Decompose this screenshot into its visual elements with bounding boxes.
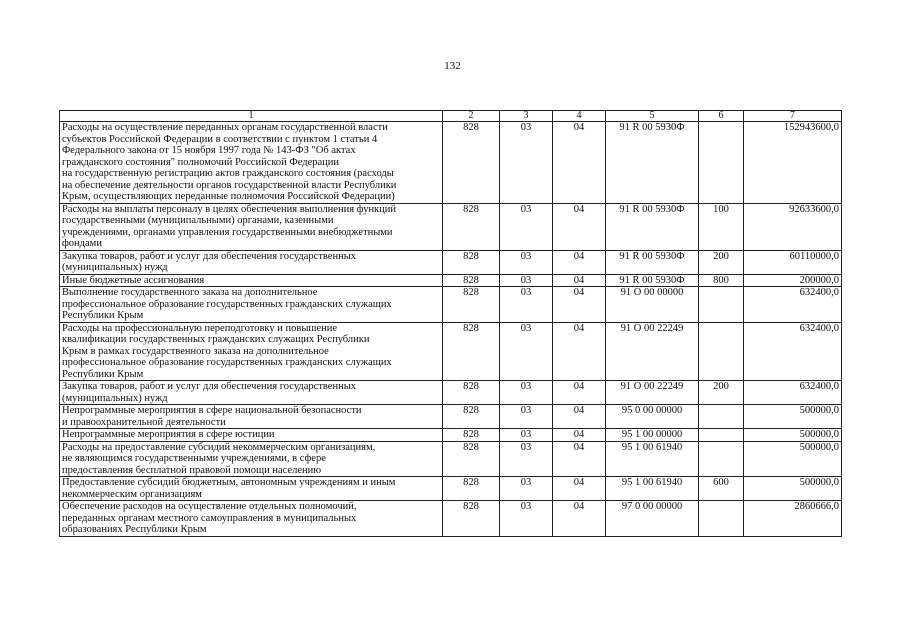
column-header-1: 1 [60, 111, 443, 122]
amount-cell: 152943600,0 [744, 122, 842, 204]
page-number: 132 [444, 60, 461, 72]
ministry-code-cell: 828 [443, 274, 500, 287]
description-line: профессиональное образование государственных гражданских служащих [62, 357, 392, 368]
description-line: предоставления бесплатной правовой помощи населению [62, 464, 322, 476]
section-code-cell: 03 [500, 122, 553, 204]
description-line: (муниципальных) нужд [62, 392, 168, 404]
description-line: (муниципальных) нужд [62, 262, 168, 273]
row-description [60, 477, 443, 501]
description-line: профессиональное образование государственных гражданских служащих [62, 298, 392, 310]
subsection-code-cell: 04 [553, 477, 606, 501]
amount-cell: 500000,0 [744, 477, 842, 501]
subsection-code-cell: 04 [553, 501, 606, 537]
row-description [60, 250, 443, 274]
subsection-code-cell: 04 [553, 405, 606, 429]
amount-cell: 632400,0 [744, 381, 842, 405]
expense-type-cell [699, 287, 744, 323]
description-line: Республики Крым [62, 368, 144, 380]
section-code-cell: 03 [500, 250, 553, 274]
description-line: Выполнение государственного заказа на дополнительное [62, 287, 318, 298]
target-article-cell: 91 R 00 5930Ф [606, 122, 699, 204]
budget-table [59, 110, 842, 537]
ministry-code-cell: 828 [443, 501, 500, 537]
ministry-code-cell: 828 [443, 405, 500, 429]
description-line: на государственную регистрацию актов гражданского состояния (расходы [62, 168, 394, 179]
description-line: Предоставление субсидий бюджетным, автономным учреждениям и иным [62, 477, 396, 488]
subsection-code-cell: 04 [553, 287, 606, 323]
row-description [60, 287, 443, 323]
subsection-code-cell: 04 [553, 274, 606, 287]
description-line: Крым, осуществляющих переданные полномочия Российской Федерации) [62, 191, 395, 202]
expense-type-cell [699, 405, 744, 429]
section-code-cell: 03 [500, 441, 553, 477]
description-line: Федерального закона от 15 ноября 1997 года № 143-ФЗ "Об актах [62, 145, 356, 156]
target-article-cell: 97 0 00 00000 [606, 501, 699, 537]
table-row [60, 250, 842, 274]
subsection-code-cell: 04 [553, 429, 606, 442]
table-row [60, 477, 842, 501]
row-description [60, 501, 443, 537]
section-code-cell: 03 [500, 429, 553, 442]
column-header-5: 5 [606, 111, 699, 122]
description-line: учреждениями, органами управления государственными внебюджетными [62, 226, 393, 238]
table-row [60, 405, 842, 429]
amount-cell: 2860666,0 [744, 501, 842, 537]
subsection-code-cell: 04 [553, 322, 606, 381]
description-line: не являющимся государственными учреждениями, в сфере [62, 453, 326, 464]
column-header-2: 2 [443, 111, 500, 122]
target-article-cell: 91 О 00 00000 [606, 287, 699, 323]
ministry-code-cell: 828 [443, 441, 500, 477]
table-row [60, 274, 842, 287]
expense-type-cell [699, 429, 744, 442]
row-description [60, 381, 443, 405]
description-line: Закупка товаров, работ и услуг для обеспечения государственных [62, 381, 357, 392]
ministry-code-cell: 828 [443, 250, 500, 274]
expense-type-cell [699, 322, 744, 381]
amount-cell: 632400,0 [744, 287, 842, 323]
amount-cell: 500000,0 [744, 441, 842, 477]
description-line: и правоохранительной деятельности [62, 416, 226, 428]
expense-type-cell: 200 [699, 381, 744, 405]
row-description [60, 405, 443, 429]
expense-type-cell [699, 122, 744, 204]
subsection-code-cell: 04 [553, 381, 606, 405]
amount-cell: 632400,0 [744, 322, 842, 381]
description-line: на обеспечение деятельности органов государственной власти Республики [62, 179, 397, 191]
table-row [60, 287, 842, 323]
row-description [60, 429, 443, 442]
ministry-code-cell: 828 [443, 429, 500, 442]
description-line: Обеспечение расходов на осуществление отдельных полномочий, [62, 501, 357, 512]
description-line: Закупка товаров, работ и услуг для обеспечения государственных [62, 250, 357, 262]
description-line: субъектов Российской Федерации в соответствии с пунктом 1 статьи 4 [62, 133, 378, 145]
ministry-code-cell: 828 [443, 477, 500, 501]
section-code-cell: 03 [500, 381, 553, 405]
target-article-cell: 95 0 00 00000 [606, 405, 699, 429]
row-description [60, 441, 443, 477]
section-code-cell: 03 [500, 274, 553, 287]
target-article-cell: 95 1 00 61940 [606, 441, 699, 477]
description-line: некоммерческим организациям [62, 488, 202, 500]
expense-type-cell [699, 501, 744, 537]
description-line: Республики Крым [62, 310, 144, 321]
description-line: Непрограммные мероприятия в сфере национальной безопасности [62, 405, 362, 416]
column-header-7: 7 [744, 111, 842, 122]
section-code-cell: 03 [500, 501, 553, 537]
target-article-cell: 95 1 00 00000 [606, 429, 699, 442]
table-header-row [60, 111, 842, 122]
table-row [60, 381, 842, 405]
column-header-6: 6 [699, 111, 744, 122]
description-line: фондами [62, 238, 102, 249]
amount-cell: 60110000,0 [744, 250, 842, 274]
description-line: Непрограммные мероприятия в сфере юстиции [62, 429, 275, 440]
target-article-cell: 91 R 00 5930Ф [606, 203, 699, 250]
subsection-code-cell: 04 [553, 250, 606, 274]
section-code-cell: 03 [500, 322, 553, 381]
table-row [60, 322, 842, 381]
ministry-code-cell: 828 [443, 203, 500, 250]
description-line: Расходы на выплаты персоналу в целях обеспечения выполнения функций [62, 203, 397, 215]
column-header-4: 4 [553, 111, 606, 122]
amount-cell: 500000,0 [744, 429, 842, 442]
subsection-code-cell: 04 [553, 203, 606, 250]
description-line: Расходы на осуществление переданных органам государственной власти [62, 122, 388, 133]
target-article-cell: 95 1 00 61940 [606, 477, 699, 501]
section-code-cell: 03 [500, 287, 553, 323]
column-header-3: 3 [500, 111, 553, 122]
amount-cell: 500000,0 [744, 405, 842, 429]
description-line: образованиях Республики Крым [62, 524, 207, 535]
target-article-cell: 91 R 00 5930Ф [606, 250, 699, 274]
target-article-cell: 91 О 00 22249 [606, 322, 699, 381]
expense-type-cell: 200 [699, 250, 744, 274]
expense-type-cell: 100 [699, 203, 744, 250]
ministry-code-cell: 828 [443, 381, 500, 405]
description-line: квалификации государственных гражданских служащих Республики [62, 334, 370, 345]
target-article-cell: 91 О 00 22249 [606, 381, 699, 405]
table-row [60, 501, 842, 537]
section-code-cell: 03 [500, 405, 553, 429]
expense-type-cell [699, 441, 744, 477]
description-line: государственными (муниципальными) органами, казенными [62, 215, 334, 226]
expense-type-cell: 600 [699, 477, 744, 501]
table-row [60, 429, 842, 442]
expense-type-cell: 800 [699, 274, 744, 287]
description-line: Расходы на профессиональную переподготовку и повышение [62, 322, 338, 334]
table-row [60, 203, 842, 250]
amount-cell: 200000,0 [744, 274, 842, 287]
description-line: переданных органам местного самоуправления в муниципальных [62, 512, 357, 524]
description-line: гражданского состояния" полномочий Российской Федерации [62, 156, 339, 168]
ministry-code-cell: 828 [443, 287, 500, 323]
section-code-cell: 03 [500, 203, 553, 250]
row-description [60, 122, 443, 204]
ministry-code-cell: 828 [443, 122, 500, 204]
table-row [60, 122, 842, 204]
row-description [60, 274, 443, 287]
target-article-cell: 91 R 00 5930Ф [606, 274, 699, 287]
amount-cell: 92633600,0 [744, 203, 842, 250]
description-line: Крым в рамках государственного заказа на дополнительное [62, 345, 329, 357]
row-description [60, 322, 443, 381]
description-line: Иные бюджетные ассигнования [62, 274, 205, 286]
subsection-code-cell: 04 [553, 441, 606, 477]
row-description [60, 203, 443, 250]
subsection-code-cell: 04 [553, 122, 606, 204]
description-line: Расходы на предоставление субсидий некоммерческим организациям, [62, 441, 376, 453]
ministry-code-cell: 828 [443, 322, 500, 381]
section-code-cell: 03 [500, 477, 553, 501]
table-row [60, 441, 842, 477]
